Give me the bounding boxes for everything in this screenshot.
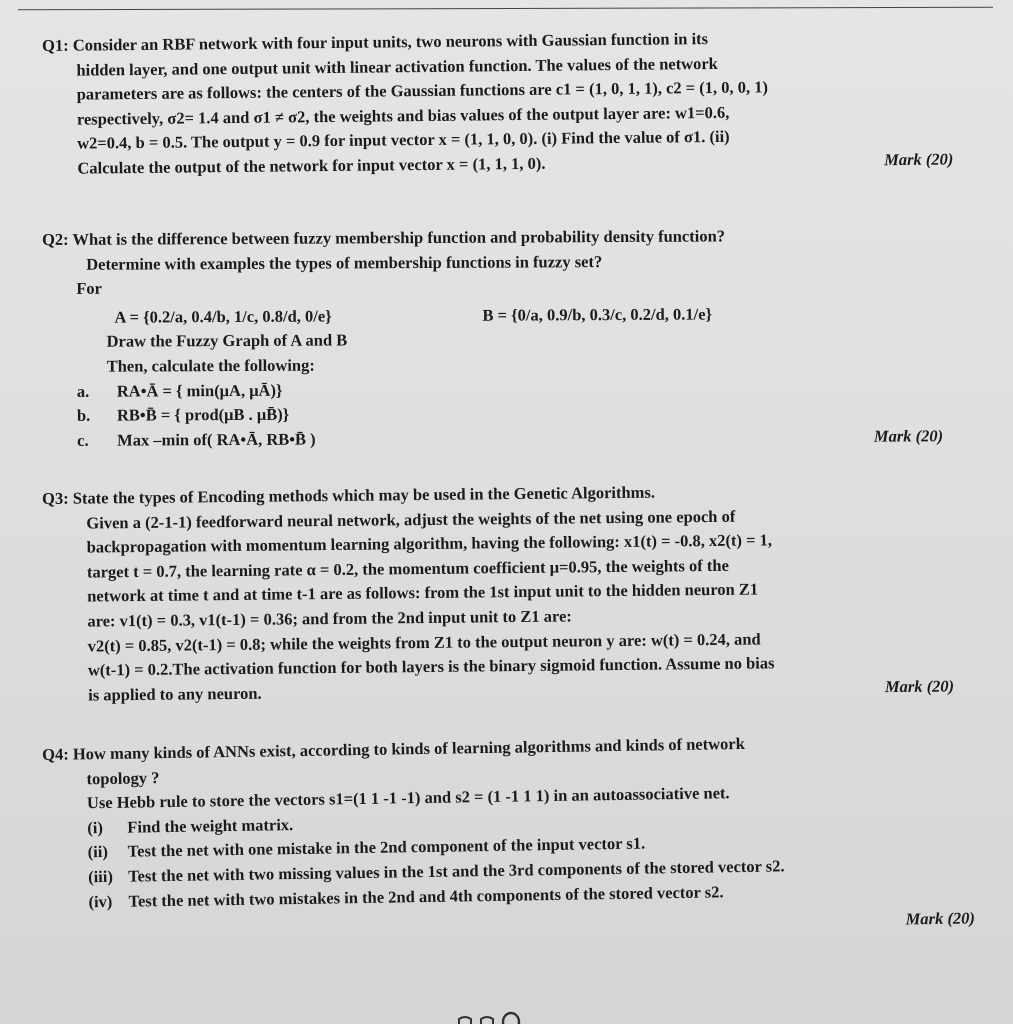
q2-item-a-text: RA•Ā = { min(μA, μĀ)}: [116, 380, 283, 401]
q1-mark: Mark (20): [884, 149, 954, 170]
q3-line-9-text: is applied to any neuron.: [88, 683, 262, 705]
q3-line-8: w(t-1) = 0.2.The activation function for both layers is the binary sigmoid function. Assume no bias: [87, 653, 775, 680]
q2-item-a-label: a.: [76, 381, 90, 401]
q4-line-2: topology ?: [86, 767, 160, 788]
q2-item-b-label: b.: [76, 405, 91, 425]
q2-item-b-text: RB•B̄ = { prod(μB . μB̄)}: [116, 404, 290, 425]
q2-mark: Mark (20): [873, 426, 944, 446]
question-1: [42, 24, 973, 181]
q1-line-2: hidden layer, and one output unit with linear activation function. The values of the network: [76, 53, 718, 80]
q4-item-4-text: Test the net with two mistakes in the 2nd and 4th components of the stored vector s2.: [128, 881, 724, 911]
q3-line-6: are: v1(t) = 0.3, v1(t-1) = 0.36; and from the 2nd input unit to Z1 are:: [87, 606, 572, 631]
q3-line-2: Given a (2-1-1) feedforward neural network, adjust the weights of the net using one epoch of: [86, 506, 736, 533]
top-rule: [18, 7, 993, 11]
q2-line-1: Q2: What is the difference between fuzzy membership function and probability density function?: [42, 226, 726, 249]
q3-line-7: v2(t) = 0.85, v2(t-1) = 0.8; while the weights from Z1 to the output neuron y are: w(t) = 0.24, and: [87, 629, 761, 656]
q2-item-c: [43, 424, 973, 453]
q1-line-1: Q1: Consider an RBF network with four input units, two neurons with Gaussian function in its: [42, 29, 709, 55]
q4-line-1: Q4: How many kinds of ANNs exist, according to kinds of learning algorithms and kinds of network: [42, 733, 745, 764]
q2-sets: [42, 301, 972, 330]
q3-mark: Mark (20): [884, 676, 955, 696]
q1-line-5: w2=0.4, b = 0.5. The output y = 0.9 for input vector x = (1, 1, 0, 0). (i) Find the value of σ1. (ii): [77, 127, 730, 154]
q2-then: Then, calculate the following:: [106, 355, 315, 376]
q3-line-3: backpropagation with momentum learning algorithm, having the following: x1(t) = -0.8, x2(t) = 1,: [86, 530, 773, 557]
q4-item-2-text: Test the net with one mistake in the 2nd component of the input vector s1.: [127, 833, 646, 862]
q2-draw: Draw the Fuzzy Graph of A and B: [106, 330, 348, 352]
q2-item-c-label: c.: [77, 430, 89, 450]
question-4: [42, 728, 975, 945]
q3-line-5: network at time t and at time t-1 are as follows: from the 1st input unit to the hidden neuron Z1: [87, 579, 759, 606]
q4-item-3-label: (iii): [87, 866, 114, 887]
question-2: [42, 223, 973, 453]
q4-mark: Mark (20): [905, 908, 976, 929]
q4-item-3-text: Test the net with two missing values in the 1st and the 3rd components of the stored vector s2.: [127, 856, 785, 886]
q4-item-4-label: (iv): [88, 891, 113, 911]
set-a: A = {0.2/a, 0.4/b, 1/c, 0.8/d, 0/e}: [114, 306, 332, 327]
q3-line-1: Q3: State the types of Encoding methods which may be used in the Genetic Algorithms.: [42, 482, 655, 508]
q4-item-1-text: Find the weight matrix.: [127, 814, 294, 837]
q1-line-6-text: Calculate the output of the network for input vector x = (1, 1, 1, 0).: [77, 153, 546, 178]
q2-item-c-text: Max –min of( RA•Ā, RB•B̄ ): [117, 429, 316, 450]
q4-line-3: Use Hebb rule to store the vectors s1=(1 1 -1 -1) and s2 = (1 -1 1 1) in an autoassociative net.: [86, 783, 730, 813]
page-number-fragment: [455, 1010, 525, 1024]
q1-line-3: parameters are as follows: the centers of the Gaussian functions are c1 = (1, 0, 1, 1), c2 = (1, 0, 0, 1): [76, 77, 769, 104]
question-3: [42, 477, 974, 708]
q2-line-3: For: [76, 278, 103, 299]
q1-line-4: respectively, σ2= 1.4 and σ1 ≠ σ2, the weights and bias values of the output layer are: w1=0.6,: [76, 102, 730, 129]
q4-item-1-label: (i): [87, 817, 104, 838]
q2-line-2: Determine with examples the types of membership functions in fuzzy set?: [86, 251, 603, 274]
set-b: B = {0/a, 0.9/b, 0.3/c, 0.2/d, 0.1/e}: [482, 304, 713, 325]
q4-item-2-label: (ii): [87, 842, 109, 862]
q3-line-4: target t = 0.7, the learning rate α = 0.2, the momentum coefficient μ=0.95, the weights of the: [86, 555, 729, 582]
